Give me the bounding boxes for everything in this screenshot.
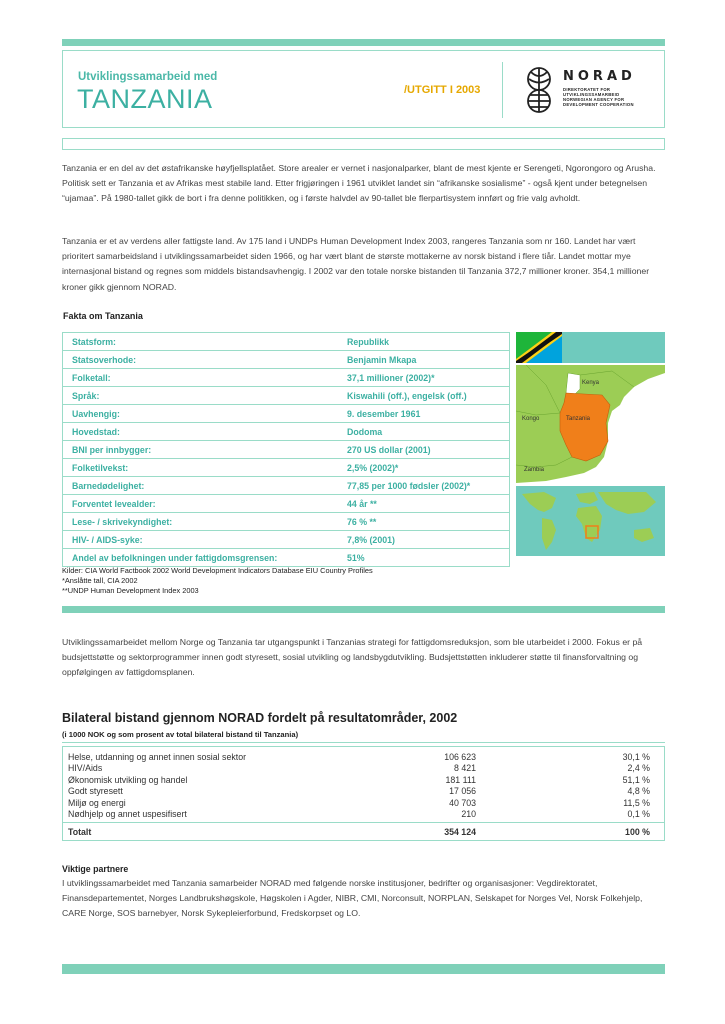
fakta-row xyxy=(63,333,509,351)
bilateral-amount: 8 421 xyxy=(453,763,476,774)
map-label-tanzania: Tanzania xyxy=(566,416,591,422)
fakta-row xyxy=(63,387,509,405)
fakta-label: Folketilvekst: xyxy=(72,462,129,473)
bilateral-row xyxy=(68,775,658,786)
total-percent: 100 % xyxy=(625,827,650,837)
fakta-value: Benjamin Mkapa xyxy=(347,354,417,365)
section-divider-bar xyxy=(62,606,665,613)
fakta-value: 9. desember 1961 xyxy=(347,408,421,419)
bottom-accent-bar xyxy=(62,964,665,974)
fakta-label: Forventet levealder: xyxy=(72,498,156,509)
fakta-row xyxy=(63,369,509,387)
page-title: TANZANIA xyxy=(77,84,213,114)
norad-tagline-3: NORWEGIAN AGENCY FOR xyxy=(563,97,625,102)
fakta-row xyxy=(63,405,509,423)
fakta-value: Kiswahili (off.), engelsk (off.) xyxy=(347,390,467,401)
bilateral-amount: 181 111 xyxy=(445,774,476,785)
fakta-label: Hovedstad: xyxy=(72,426,120,437)
bilateral-percent: 51,1 % xyxy=(622,774,650,785)
map-label-kenya: Kenya xyxy=(582,380,600,386)
bilateral-amount: 40 703 xyxy=(449,797,476,808)
partners-heading: Viktige partnere xyxy=(62,864,129,874)
fakta-row xyxy=(63,441,509,459)
bilateral-area-name: Økonomisk utvikling og handel xyxy=(68,774,188,785)
bilateral-percent: 2,4 % xyxy=(627,763,650,774)
bilateral-row xyxy=(68,798,658,809)
fakta-label: BNI per innbygger: xyxy=(72,444,152,455)
norad-tagline-4: DEVELOPMENT COOPERATION xyxy=(563,102,634,107)
norad-tagline-1: DIREKTORATET FOR xyxy=(563,87,611,92)
fakta-heading: Fakta om Tanzania xyxy=(63,311,143,321)
fakta-sources xyxy=(62,566,373,596)
map-label-zambia: Zambia xyxy=(524,467,545,473)
bilateral-percent: 30,1 % xyxy=(622,752,650,762)
map-label-kongo: Kongo xyxy=(522,416,540,422)
header-subtitle: Utviklingssamarbeid med xyxy=(78,71,218,83)
bilateral-area-name: Godt styresett xyxy=(68,786,123,797)
bilateral-row xyxy=(68,763,658,774)
fakta-label: HIV- / AIDS-syke: xyxy=(72,534,143,545)
fakta-label: Statsform: xyxy=(72,336,116,347)
sources-note: Kilder: CIA World Factbook 2002 World Development Indicators Database EIU Country Profiles xyxy=(62,566,373,575)
fakta-label: Statsoverhode: xyxy=(72,354,137,365)
top-accent-bar xyxy=(62,39,665,46)
fakta-value: Republikk xyxy=(347,336,390,347)
norad-wordmark: NORAD xyxy=(563,69,636,84)
bilateral-row xyxy=(68,786,658,797)
fakta-label: Språk: xyxy=(72,390,100,401)
bilateral-total-row xyxy=(68,827,658,838)
header-divider xyxy=(502,62,503,118)
fakta-value: 37,1 millioner (2002)* xyxy=(347,372,435,383)
fakta-label: Uavhengig: xyxy=(72,408,120,419)
bilateral-rule xyxy=(62,742,665,743)
fakta-label: Andel av befolkningen under fattigdomsgrensen: xyxy=(72,552,278,563)
fakta-row xyxy=(63,549,509,566)
norad-tagline xyxy=(563,87,653,107)
thin-divider-box xyxy=(62,138,665,150)
fakta-value: 51% xyxy=(347,552,365,563)
fakta-label: Barnedødelighet: xyxy=(72,480,145,491)
fakta-row xyxy=(63,423,509,441)
fakta-row xyxy=(63,531,509,549)
fakta-row xyxy=(63,477,509,495)
fakta-label: Folketall: xyxy=(72,372,111,383)
bilateral-percent: 11,5 % xyxy=(623,797,650,808)
bilateral-area-name: HIV/Aids xyxy=(68,763,103,774)
bilateral-row xyxy=(68,752,658,763)
bilateral-amount: 106 623 xyxy=(444,752,476,762)
fakta-row xyxy=(63,495,509,513)
regional-map xyxy=(516,365,665,483)
undp-note: **UNDP Human Development Index 2003 xyxy=(62,586,199,595)
total-value: 354 124 xyxy=(444,827,476,837)
strategy-paragraph: Utviklingssamarbeidet mellom Norge og Tanzania tar utgangspunkt i Tanzanias strategi for fattigdomsreduksjon, som ble utarbeidet i 2000. Fokus er på budsjettstøtte og sektorprogrammer innen godt styresett, sosial utvikling og landsbygdutvikling. Budsjettstøtten inkluderer støtte til finansforvaltning og oppfølgingen av fattigdomsplanen. xyxy=(62,637,643,678)
bilateral-area-name: Miljø og energi xyxy=(68,797,126,808)
bilateral-area-name: Nødhjelp og annet uspesifisert xyxy=(68,809,187,819)
bilateral-amount: 210 xyxy=(461,809,476,819)
bilateral-heading: Bilateral bistand gjennom NORAD fordelt på resultatområder, 2002 xyxy=(62,711,458,725)
fakta-row xyxy=(63,459,509,477)
tanzania-flag-icon xyxy=(516,332,665,363)
total-separator xyxy=(63,822,664,823)
intro-paragraph-2: Tanzania er et av verdens aller fattigste land. Av 175 land i UNDPs Human Development Index 2003, rangeres Tanzania som nr 160. Landet har vært prioritert samarbeidsland i utviklingssamarbeidet siden 1966, og har vært blant de største mottakerne av norsk bistand i flere tiår. Landet mottar mye internasjonal bistand og regnes som middels bistandsavhengig. I 2002 var den totale norske bistanden til Tanzania 372,7 millioner kroner. 354,1 millioner kroner gikk gjennom NORAD. xyxy=(62,236,650,292)
bilateral-percent: 0,1 % xyxy=(627,809,650,819)
published-label: /UTGITT I 2003 xyxy=(404,84,481,96)
partners-text: I utviklingssamarbeidet med Tanzania samarbeider NORAD med følgende norske institusjoner, bedrifter og organisasjoner: Vegdirektoratet, Finansdepartementet, Norges Landbrukshøgskole, Høgskolen i Agder, NIBR, CMI, Norconsult, NORPLAN, Selskapet for Norges Vel, Norsk Folkehjelp, CARE Norge, SOS barnebyer, Norsk Sykepleierforbund, Fredskorpset og LO. xyxy=(62,878,643,919)
norad-tagline-2: UTVIKLINGSSAMARBEID xyxy=(563,92,620,97)
bilateral-area-name: Helse, utdanning og annet innen sosial sektor xyxy=(68,752,247,762)
fakta-value: 44 år ** xyxy=(347,498,377,509)
fakta-table xyxy=(62,332,510,567)
intro-paragraph-1: Tanzania er en del av det østafrikanske høyfjellsplatået. Store arealer er vernet i nasjonalparker, blant de mest kjente er Serengeti, Ngorongoro og Arusha. Politisk sett er Tanzania et av Afrikas mest stabile land. Etter frigjøringen i 1961 utviklet landet sin “afrikanske sosialisme” - også kjent under betegnelsen “ujamaa”. På 1980-tallet gikk de bort i fra denne politikken, og i første halvdel av 90-tallet ble flerpartisystem innført og frie valg avholdt. xyxy=(62,163,656,204)
fakta-row xyxy=(63,513,509,531)
fakta-row xyxy=(63,351,509,369)
world-locator-map xyxy=(516,486,665,556)
bilateral-row xyxy=(68,809,658,820)
bilateral-percent: 4,8 % xyxy=(627,786,650,797)
fakta-value: 77,85 per 1000 fødsler (2002)* xyxy=(347,480,471,491)
fakta-label: Lese- / skrivekyndighet: xyxy=(72,516,173,527)
fakta-value: 76 % ** xyxy=(347,516,377,527)
bilateral-amount: 17 056 xyxy=(449,786,476,797)
estimate-note: *Anslåtte tall, CIA 2002 xyxy=(62,576,138,585)
norad-logo-icon xyxy=(522,66,556,114)
fakta-value: 2,5% (2002)* xyxy=(347,462,399,473)
fakta-value: Dodoma xyxy=(347,426,383,437)
bilateral-subheading: (i 1000 NOK og som prosent av total bilateral bistand til Tanzania) xyxy=(62,730,299,739)
total-label: Totalt xyxy=(68,827,92,837)
bilateral-table xyxy=(62,746,665,841)
fakta-value: 7,8% (2001) xyxy=(347,534,395,545)
fakta-value: 270 US dollar (2001) xyxy=(347,444,431,455)
